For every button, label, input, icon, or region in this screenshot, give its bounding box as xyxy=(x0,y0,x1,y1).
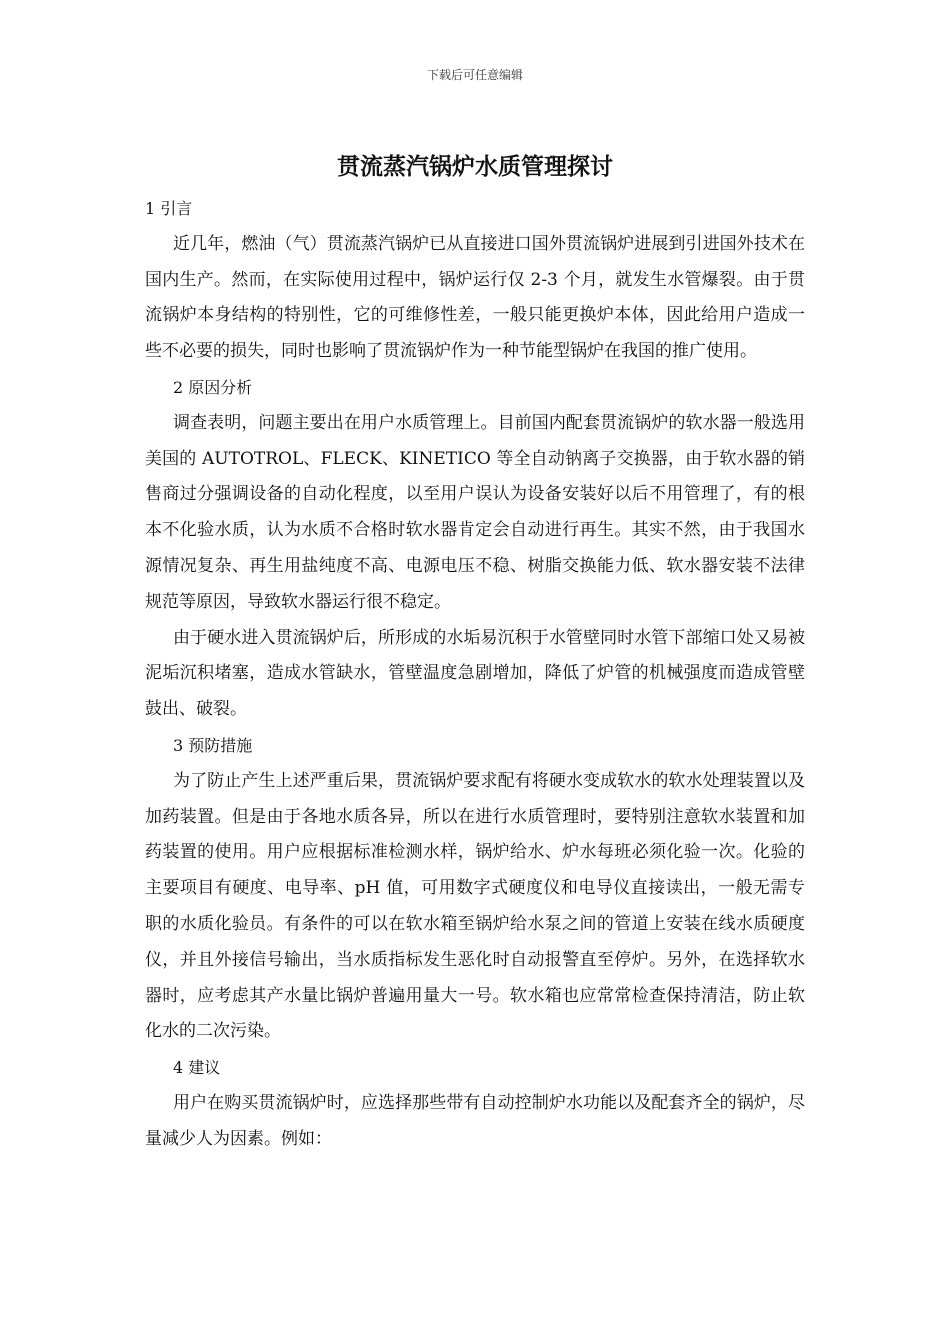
section-suggestions xyxy=(145,1050,805,1157)
section-heading: 2 原因分析 xyxy=(173,377,253,397)
section-cause-analysis xyxy=(145,370,805,728)
page-header-note: 下载后可任意编辑 xyxy=(426,68,523,82)
section-heading: 1 引言 xyxy=(145,199,193,218)
section-heading: 3 预防措施 xyxy=(173,735,253,755)
paragraph: 近几年，燃油（气）贯流蒸汽锅炉已从直接进口国外贯流锅炉进展到引进国外技术在国内生产。然而，在实际使用过程中，锅炉运行仅 2-3 个月，就发生水管爆裂。由于贯流锅炉本身结构的特别性，它的可维修性差，一般只能更换炉本体，因此给用户造成一些不必要的损失，同时也影响了贯流锅炉作为一种节能型锅炉在我国的推广使用。 xyxy=(145,233,805,362)
section-heading: 4 建议 xyxy=(173,1058,221,1078)
document-body xyxy=(145,145,805,1158)
paragraph: 调查表明，问题主要出在用户水质管理上。目前国内配套贯流锅炉的软水器一般选用美国的 AUTOTROL、FLECK、KINETICO 等全自动钠离子交换器，由于软水器的销售商过分强调设备的自动化程度，以至用户误认为设备安装好以后不用管理了，有的根本不化验水质，认为水质不合格时软水器肯定会自动进行再生。其实不然，由于我国水源情况复杂、再生用盐纯度不高、电源电压不稳、树脂交换能力低、软水器安装不法律规范等原因，导致软水器运行很不稳定。 xyxy=(145,412,805,612)
document-title: 贯流蒸汽锅炉水质管理探讨 xyxy=(337,153,613,180)
paragraph: 为了防止产生上述严重后果，贯流锅炉要求配有将硬水变成软水的软水处理装置以及加药装置。但是由于各地水质各异，所以在进行水质管理时，要特别注意软水装置和加药装置的使用。用户应根据标准检测水样，锅炉给水、炉水每班必须化验一次。化验的主要项目有硬度、电导率、pH 值，可用数字式硬度仪和电导仪直接读出，一般无需专职的水质化验员。有条件的可以在软水箱至锅炉给水泵之间的管道上安装在线水质硬度仪，并且外接信号输出，当水质指标发生恶化时自动报警直至停炉。另外，在选择软水器时，应考虑其产水量比锅炉普遍用量大一号。软水箱也应常常检查保持清洁，防止软化水的二次污染。 xyxy=(145,770,805,1042)
section-prevention xyxy=(145,728,805,1050)
section-introduction xyxy=(145,191,805,370)
paragraph: 由于硬水进入贯流锅炉后，所形成的水垢易沉积于水管壁同时水管下部缩口处又易被泥垢沉积堵塞，造成水管缺水，管壁温度急剧增加，降低了炉管的机械强度而造成管壁鼓出、破裂。 xyxy=(145,627,805,720)
paragraph: 用户在购买贯流锅炉时，应选择那些带有自动控制炉水功能以及配套齐全的锅炉，尽量减少人为因素。例如： xyxy=(145,1092,805,1149)
